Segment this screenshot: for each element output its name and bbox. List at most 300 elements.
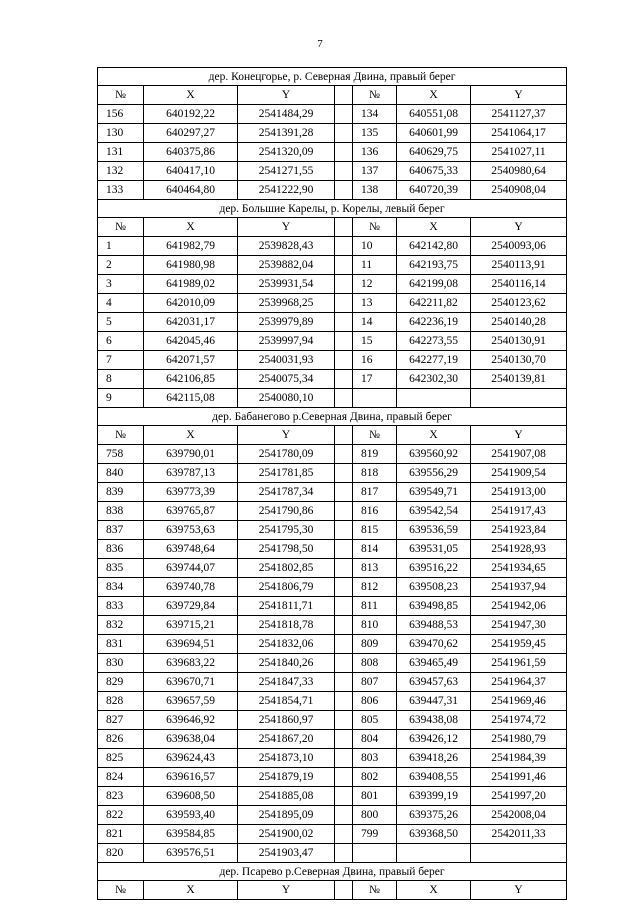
column-header-x: X [397,881,471,900]
point-number: 834 [98,578,144,597]
point-number: 810 [353,616,397,635]
y-coordinate: 2541903,47 [238,844,335,863]
point-number: 12 [353,275,397,294]
point-number: 817 [353,483,397,502]
x-coordinate: 640601,99 [397,124,471,143]
x-coordinate [397,844,471,863]
table-row [98,768,567,787]
column-gap [335,483,353,502]
y-coordinate: 2541984,39 [471,749,567,768]
x-coordinate: 642106,85 [144,370,238,389]
y-coordinate: 2541907,08 [471,445,567,464]
column-header-row [98,881,567,900]
column-gap [335,181,353,200]
section-title: дер. Бабанегово р.Северная Двина, правый берег [98,408,567,426]
y-coordinate: 2540140,28 [471,313,567,332]
point-number: 800 [353,806,397,825]
x-coordinate: 639399,19 [397,787,471,806]
y-coordinate: 2539979,89 [238,313,335,332]
y-coordinate: 2541798,50 [238,540,335,559]
x-coordinate: 642277,19 [397,351,471,370]
page-number: 7 [317,38,323,50]
point-number: 806 [353,692,397,711]
y-coordinate: 2539931,54 [238,275,335,294]
x-coordinate: 639694,51 [144,635,238,654]
point-number: 811 [353,597,397,616]
y-coordinate: 2539828,43 [238,237,335,256]
column-gap [335,275,353,294]
y-coordinate: 2541923,84 [471,521,567,540]
table-row [98,692,567,711]
x-coordinate: 639753,63 [144,521,238,540]
point-number: 801 [353,787,397,806]
y-coordinate: 2541934,65 [471,559,567,578]
column-gap [335,825,353,844]
point-number: 838 [98,502,144,521]
point-number: 11 [353,256,397,275]
table-row [98,673,567,692]
section-title-row [98,68,567,86]
point-number: 808 [353,654,397,673]
point-number: 134 [353,105,397,124]
y-coordinate: 2540908,04 [471,181,567,200]
point-number: 809 [353,635,397,654]
x-coordinate: 639787,13 [144,464,238,483]
point-number: 3 [98,275,144,294]
y-coordinate: 2541959,45 [471,635,567,654]
table-row [98,825,567,844]
point-number: 10 [353,237,397,256]
y-coordinate: 2541271,55 [238,162,335,181]
y-coordinate: 2539997,94 [238,332,335,351]
table-row [98,181,567,200]
y-coordinate: 2540031,93 [238,351,335,370]
x-coordinate: 641982,79 [144,237,238,256]
y-coordinate: 2540093,06 [471,237,567,256]
x-coordinate: 639531,05 [397,540,471,559]
point-number: 137 [353,162,397,181]
x-coordinate: 639638,04 [144,730,238,749]
column-gap [335,237,353,256]
y-coordinate: 2541806,79 [238,578,335,597]
point-number: 133 [98,181,144,200]
x-coordinate: 639670,71 [144,673,238,692]
x-coordinate: 639488,53 [397,616,471,635]
x-coordinate: 639748,64 [144,540,238,559]
column-gap [335,313,353,332]
section-title-row [98,200,567,218]
point-number: 833 [98,597,144,616]
table-row [98,445,567,464]
column-header-y: Y [471,881,567,900]
x-coordinate: 639375,26 [397,806,471,825]
x-coordinate: 642273,55 [397,332,471,351]
x-coordinate: 640675,33 [397,162,471,181]
x-coordinate: 639457,63 [397,673,471,692]
x-coordinate: 639715,21 [144,616,238,635]
y-coordinate: 2540980,64 [471,162,567,181]
y-coordinate: 2540130,91 [471,332,567,351]
point-number: 821 [98,825,144,844]
section-title: дер. Псарево р.Северная Двина, правый берег [98,863,567,881]
point-number: 7 [98,351,144,370]
point-number: 818 [353,464,397,483]
point-number: 837 [98,521,144,540]
x-coordinate: 642071,57 [144,351,238,370]
column-header-y: Y [471,86,567,105]
table-row [98,275,567,294]
y-coordinate: 2541942,06 [471,597,567,616]
column-gap [335,635,353,654]
point-number: 802 [353,768,397,787]
column-gap [335,256,353,275]
column-gap [335,654,353,673]
point-number: 804 [353,730,397,749]
table-row [98,143,567,162]
x-coordinate: 639560,92 [397,445,471,464]
y-coordinate: 2540080,10 [238,389,335,408]
y-coordinate: 2539968,25 [238,294,335,313]
x-coordinate: 640297,27 [144,124,238,143]
y-coordinate: 2540130,70 [471,351,567,370]
y-coordinate: 2541895,09 [238,806,335,825]
column-gap [335,294,353,313]
table-row [98,370,567,389]
x-coordinate: 639542,54 [397,502,471,521]
y-coordinate: 2541795,30 [238,521,335,540]
table-row [98,559,567,578]
x-coordinate: 639624,43 [144,749,238,768]
table-row [98,162,567,181]
y-coordinate: 2541027,11 [471,143,567,162]
table-row [98,294,567,313]
x-coordinate: 639790,01 [144,445,238,464]
column-gap [335,768,353,787]
x-coordinate: 639584,85 [144,825,238,844]
point-number: 1 [98,237,144,256]
column-header-num: № [98,426,144,445]
y-coordinate: 2540139,81 [471,370,567,389]
y-coordinate: 2541885,08 [238,787,335,806]
column-gap [335,692,353,711]
column-gap [335,806,353,825]
x-coordinate: 642115,08 [144,389,238,408]
x-coordinate: 639438,08 [397,711,471,730]
table-row [98,844,567,863]
column-gap [335,105,353,124]
y-coordinate: 2541787,34 [238,483,335,502]
point-number: 135 [353,124,397,143]
point-number: 9 [98,389,144,408]
column-header-x: X [144,426,238,445]
x-coordinate: 642193,75 [397,256,471,275]
x-coordinate: 642236,19 [397,313,471,332]
column-header-x: X [144,881,238,900]
x-coordinate: 642302,30 [397,370,471,389]
point-number: 156 [98,105,144,124]
column-gap [335,559,353,578]
y-coordinate: 2541879,19 [238,768,335,787]
table-row [98,597,567,616]
point-number: 840 [98,464,144,483]
y-coordinate: 2541781,85 [238,464,335,483]
y-coordinate: 2541854,71 [238,692,335,711]
point-number: 15 [353,332,397,351]
column-gap [335,370,353,389]
y-coordinate: 2541127,37 [471,105,567,124]
table-row [98,237,567,256]
table-row [98,635,567,654]
table-row [98,502,567,521]
y-coordinate: 2541969,46 [471,692,567,711]
point-number: 827 [98,711,144,730]
point-number: 799 [353,825,397,844]
y-coordinate: 2541917,43 [471,502,567,521]
y-coordinate: 2541064,17 [471,124,567,143]
x-coordinate: 639508,23 [397,578,471,597]
column-gap [335,332,353,351]
column-gap [335,502,353,521]
column-header-row [98,86,567,105]
column-gap [335,540,353,559]
point-number: 17 [353,370,397,389]
table-row [98,521,567,540]
point-number: 829 [98,673,144,692]
point-number: 836 [98,540,144,559]
table-row [98,711,567,730]
y-coordinate: 2541873,10 [238,749,335,768]
point-number: 130 [98,124,144,143]
section-title: дер. Конецгорье, р. Северная Двина, правый берег [98,68,567,86]
point-number: 825 [98,749,144,768]
x-coordinate: 642199,08 [397,275,471,294]
point-number: 807 [353,673,397,692]
point-number: 5 [98,313,144,332]
table-row [98,124,567,143]
y-coordinate: 2541900,02 [238,825,335,844]
y-coordinate: 2541991,46 [471,768,567,787]
point-number: 826 [98,730,144,749]
x-coordinate: 641980,98 [144,256,238,275]
y-coordinate: 2541980,79 [471,730,567,749]
table-row [98,256,567,275]
table-row [98,351,567,370]
y-coordinate: 2542008,04 [471,806,567,825]
point-number: 4 [98,294,144,313]
x-coordinate: 639744,07 [144,559,238,578]
column-header-row [98,218,567,237]
column-gap [335,464,353,483]
y-coordinate: 2541832,06 [238,635,335,654]
x-coordinate: 639683,22 [144,654,238,673]
x-coordinate: 642010,09 [144,294,238,313]
point-number: 131 [98,143,144,162]
table-row [98,313,567,332]
y-coordinate: 2541780,09 [238,445,335,464]
y-coordinate: 2541484,29 [238,105,335,124]
y-coordinate: 2541928,93 [471,540,567,559]
y-coordinate: 2541802,85 [238,559,335,578]
column-header-x: X [397,426,471,445]
column-gap [335,616,353,635]
y-coordinate: 2541997,20 [471,787,567,806]
y-coordinate [471,844,567,863]
y-coordinate: 2541937,94 [471,578,567,597]
x-coordinate [397,389,471,408]
point-number: 2 [98,256,144,275]
point-number: 831 [98,635,144,654]
column-gap [335,578,353,597]
table-row [98,730,567,749]
table-row [98,654,567,673]
point-number: 839 [98,483,144,502]
column-gap [335,730,353,749]
x-coordinate: 640375,86 [144,143,238,162]
x-coordinate: 640192,22 [144,105,238,124]
column-gap [335,426,353,445]
point-number: 830 [98,654,144,673]
x-coordinate: 639549,71 [397,483,471,502]
column-gap [335,521,353,540]
x-coordinate: 639593,40 [144,806,238,825]
x-coordinate: 639470,62 [397,635,471,654]
x-coordinate: 640417,10 [144,162,238,181]
column-header-y: Y [471,426,567,445]
x-coordinate: 639729,84 [144,597,238,616]
table-row [98,806,567,825]
column-header-x: X [144,218,238,237]
column-gap [335,162,353,181]
column-header-num: № [98,86,144,105]
point-number: 132 [98,162,144,181]
y-coordinate: 2541847,33 [238,673,335,692]
table-row [98,540,567,559]
x-coordinate: 639498,85 [397,597,471,616]
point-number: 138 [353,181,397,200]
x-coordinate: 642031,17 [144,313,238,332]
x-coordinate: 640464,80 [144,181,238,200]
x-coordinate: 640551,08 [397,105,471,124]
x-coordinate: 639447,31 [397,692,471,711]
x-coordinate: 639646,92 [144,711,238,730]
x-coordinate: 639418,26 [397,749,471,768]
x-coordinate: 639657,59 [144,692,238,711]
table-row [98,787,567,806]
column-gap [335,711,353,730]
y-coordinate: 2541818,78 [238,616,335,635]
point-number [353,844,397,863]
point-number: 813 [353,559,397,578]
x-coordinate: 639536,59 [397,521,471,540]
column-header-y: Y [238,86,335,105]
column-gap [335,445,353,464]
table-row [98,464,567,483]
point-number: 805 [353,711,397,730]
column-gap [335,389,353,408]
x-coordinate: 639576,51 [144,844,238,863]
x-coordinate: 642142,80 [397,237,471,256]
y-coordinate: 2541867,20 [238,730,335,749]
point-number: 758 [98,445,144,464]
column-gap [335,351,353,370]
x-coordinate: 641989,02 [144,275,238,294]
column-header-num: № [98,218,144,237]
x-coordinate: 639765,87 [144,502,238,521]
y-coordinate: 2541909,54 [471,464,567,483]
column-header-x: X [144,86,238,105]
point-number: 136 [353,143,397,162]
point-number: 824 [98,768,144,787]
y-coordinate: 2541790,86 [238,502,335,521]
y-coordinate: 2541222,90 [238,181,335,200]
section-title-row [98,863,567,881]
x-coordinate: 639616,57 [144,768,238,787]
y-coordinate: 2539882,04 [238,256,335,275]
y-coordinate: 2542011,33 [471,825,567,844]
point-number: 6 [98,332,144,351]
column-gap [335,597,353,616]
point-number: 832 [98,616,144,635]
point-number: 822 [98,806,144,825]
x-coordinate: 639740,78 [144,578,238,597]
point-number [353,389,397,408]
coordinates-table [97,67,567,900]
column-header-num: № [353,218,397,237]
x-coordinate: 639426,12 [397,730,471,749]
point-number: 8 [98,370,144,389]
x-coordinate: 640720,39 [397,181,471,200]
column-gap [335,124,353,143]
x-coordinate: 639368,50 [397,825,471,844]
point-number: 820 [98,844,144,863]
table-row [98,389,567,408]
point-number: 14 [353,313,397,332]
point-number: 16 [353,351,397,370]
column-gap [335,86,353,105]
y-coordinate: 2540075,34 [238,370,335,389]
point-number: 803 [353,749,397,768]
x-coordinate: 639465,49 [397,654,471,673]
y-coordinate: 2540116,14 [471,275,567,294]
section-title-row [98,408,567,426]
column-header-y: Y [238,218,335,237]
column-header-num: № [353,881,397,900]
y-coordinate: 2541974,72 [471,711,567,730]
y-coordinate: 2541840,26 [238,654,335,673]
table-row [98,749,567,768]
y-coordinate: 2541961,59 [471,654,567,673]
column-header-num: № [353,426,397,445]
point-number: 814 [353,540,397,559]
point-number: 13 [353,294,397,313]
y-coordinate: 2541320,09 [238,143,335,162]
y-coordinate: 2541964,37 [471,673,567,692]
table-row [98,332,567,351]
point-number: 835 [98,559,144,578]
table-row [98,616,567,635]
point-number: 815 [353,521,397,540]
x-coordinate: 642045,46 [144,332,238,351]
point-number: 819 [353,445,397,464]
y-coordinate [471,389,567,408]
point-number: 812 [353,578,397,597]
y-coordinate: 2541947,30 [471,616,567,635]
table-row [98,483,567,502]
y-coordinate: 2541811,71 [238,597,335,616]
y-coordinate: 2540113,91 [471,256,567,275]
column-gap [335,881,353,900]
x-coordinate: 639556,29 [397,464,471,483]
